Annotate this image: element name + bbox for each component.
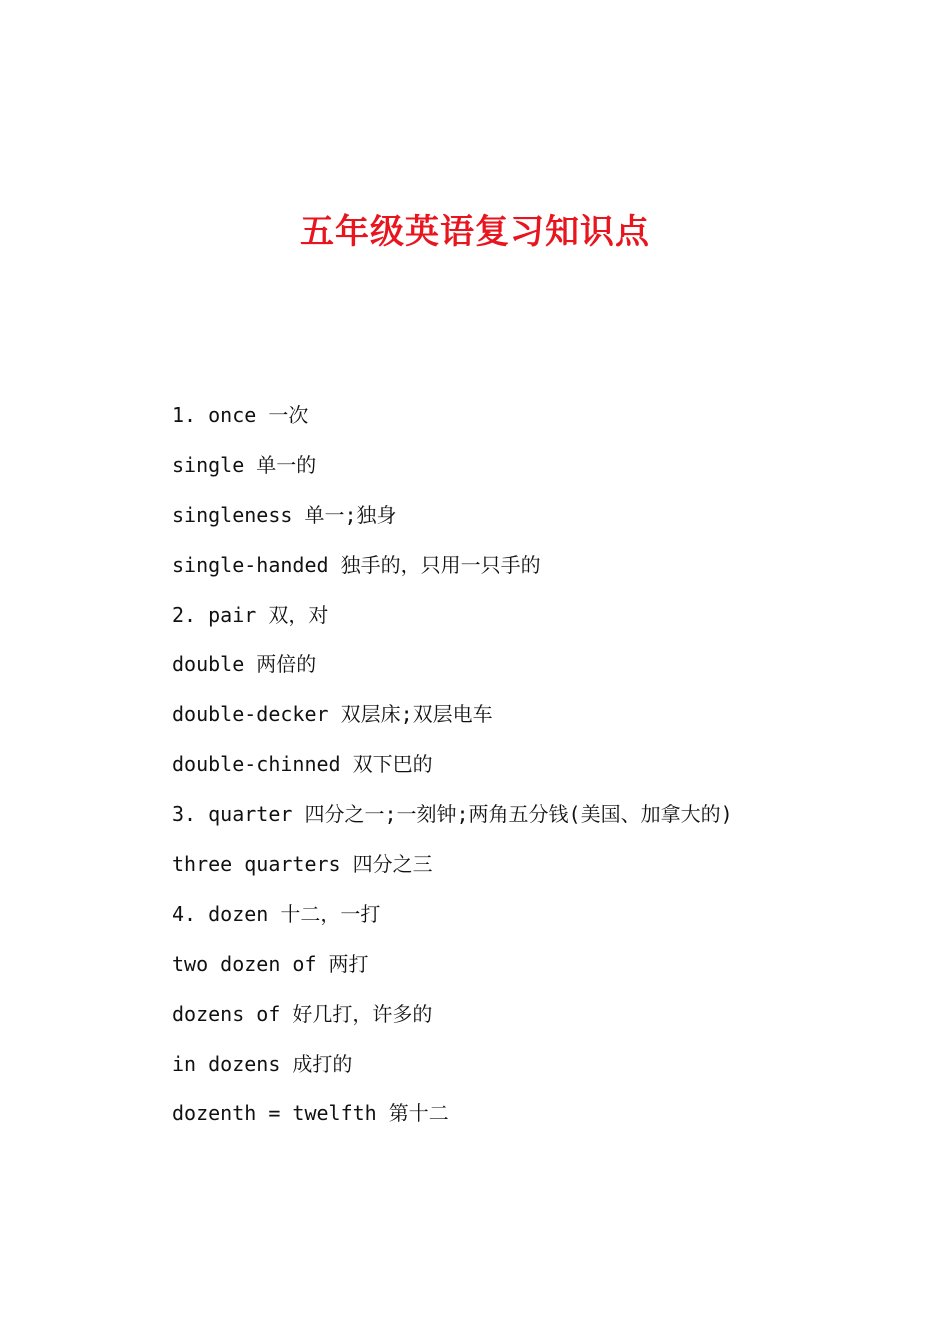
list-item: 1. once 一次 [172, 403, 309, 427]
list-item: double 两倍的 [172, 652, 317, 677]
list-item: in dozens 成打的 [172, 1051, 353, 1076]
list-item: double-decker 双层床;双层电车 [172, 702, 493, 727]
list-item: 2. pair 双，对 [172, 602, 329, 627]
list-item: dozens of 好几打，许多的 [172, 1001, 433, 1026]
list-item: singleness 单一;独身 [172, 502, 397, 527]
vocabulary-list [172, 398, 912, 1146]
list-item: 3. quarter 四分之一;一刻钟;两角五分钱(美国、加拿大的) [172, 802, 733, 827]
list-item: two dozen of 两打 [172, 951, 369, 976]
list-item: single 单一的 [172, 452, 317, 477]
page-title: 五年级英语复习知识点 [300, 212, 650, 252]
list-item: three quarters 四分之三 [172, 852, 433, 877]
list-item: single-handed 独手的，只用一只手的 [172, 552, 541, 577]
list-item: 4. dozen 十二，一打 [172, 901, 381, 926]
list-item: double-chinned 双下巴的 [172, 752, 433, 777]
list-item: dozenth = twelfth 第十二 [172, 1101, 449, 1126]
